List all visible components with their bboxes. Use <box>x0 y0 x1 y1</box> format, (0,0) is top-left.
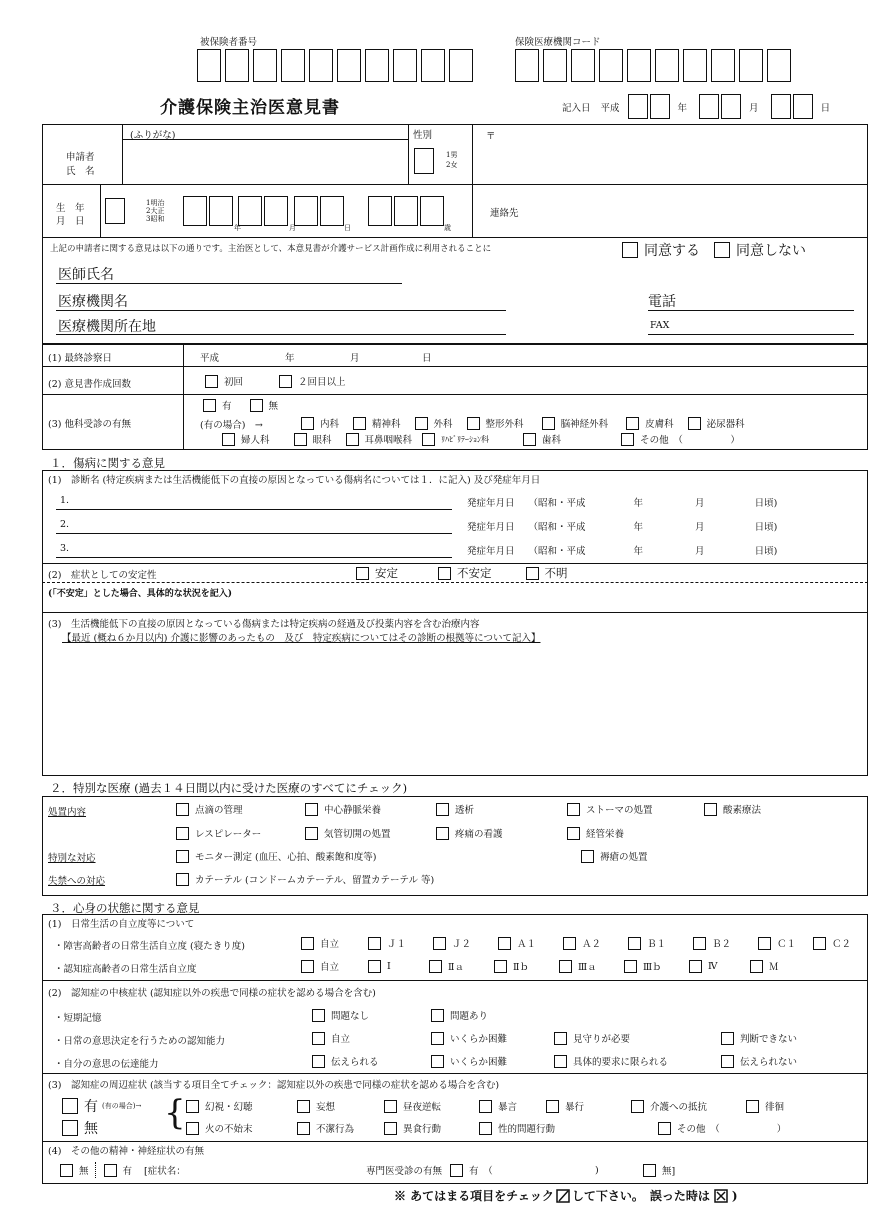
onset-month: 月 <box>695 498 705 509</box>
section-3-title: ３．心身の状態に関する意見 <box>50 901 200 915</box>
course-note: 【最近 (概ね６か月以内) 介護に影響のあったもの 及び 特定疾病についてはその診断の根拠等について記入】 <box>62 633 541 644</box>
decision-options <box>312 1031 797 1045</box>
birth-label-1: 生 年 <box>56 203 85 214</box>
bpsd-option-label: その他 （ ） <box>677 1124 787 1135</box>
bed-option-checkbox[interactable] <box>301 937 314 950</box>
onset-era: （昭和・平成 <box>528 498 586 509</box>
onset-month: 月 <box>695 546 705 557</box>
sec2-row-4 <box>176 872 434 886</box>
bpsd-option-label: 幻視・幻聴 <box>205 1102 253 1113</box>
age-boxes[interactable] <box>368 196 444 226</box>
dept-dental: 歯科 <box>542 435 562 446</box>
dem-option-label: Ⅲｂ <box>643 962 662 973</box>
consent-options <box>622 240 806 260</box>
unstable-note: (「不安定」とした場合、具体的な状況を記入) <box>48 589 233 599</box>
bpsd-no-label: 無 <box>84 1121 98 1137</box>
tel-label: 電話 <box>648 294 676 310</box>
monitor-checkbox[interactable] <box>176 850 189 863</box>
stoma-label: ストーマの処置 <box>586 805 653 816</box>
memory-options <box>312 1008 488 1022</box>
contact-label: 連絡先 <box>490 208 519 219</box>
entry-year-label: 年 <box>677 102 688 114</box>
dept-eye-checkbox[interactable] <box>294 433 307 446</box>
other-dept-label: (3) 他科受診の有無 <box>48 419 131 430</box>
dem-option-checkbox[interactable] <box>559 960 572 973</box>
entry-month-boxes[interactable] <box>699 94 741 119</box>
other-dept-yes-label: 有 <box>222 401 232 412</box>
dept-psych: 精神科 <box>372 419 401 430</box>
catheter-label: カテーテル (コンドームカテーテル、留置カテーテル 等) <box>195 875 435 886</box>
insured-number-boxes[interactable] <box>197 49 473 82</box>
bed-option-label: Ａ１ <box>517 939 537 950</box>
birth-era-box[interactable] <box>105 198 125 224</box>
dept-dental-checkbox[interactable] <box>523 433 536 446</box>
bpsd-brace: { <box>164 1093 186 1133</box>
last-visit-day: 日 <box>422 353 432 364</box>
treatment-label: 処置内容 <box>48 807 87 818</box>
dept-psych-checkbox[interactable] <box>353 417 366 430</box>
decision-option-label: 見守りが必要 <box>573 1034 631 1045</box>
dept-ent-checkbox[interactable] <box>346 433 359 446</box>
sec2-row-3 <box>176 849 648 863</box>
dept-other-checkbox[interactable] <box>621 433 634 446</box>
bpsd-row-1 <box>186 1099 784 1113</box>
bpsd-option-checkbox[interactable] <box>297 1122 310 1135</box>
dem-option-checkbox[interactable] <box>750 960 763 973</box>
form-title: 介護保険主治医意見書 <box>160 98 340 118</box>
institution-code-boxes[interactable] <box>515 49 791 82</box>
bpsd-option-checkbox[interactable] <box>746 1100 759 1113</box>
oxygen-checkbox[interactable] <box>704 803 717 816</box>
communicate-options <box>312 1054 797 1068</box>
last-visit-label: (1) 最終診察日 <box>48 353 112 364</box>
dem-option-checkbox[interactable] <box>494 960 507 973</box>
birth-day-label: 日 <box>344 224 351 232</box>
bpsd-row-2 <box>186 1121 786 1135</box>
bed-option-checkbox[interactable] <box>433 937 446 950</box>
dem-option-label: Ⅰ <box>387 960 391 972</box>
count-label: (2) 意見書作成回数 <box>48 379 131 390</box>
birth-month-boxes[interactable] <box>238 196 288 226</box>
bed-option-label: 自立 <box>320 939 340 950</box>
bedridden-options <box>301 936 851 950</box>
monitor-label: モニター測定 (血圧、心拍、酸素飽和度等) <box>195 852 377 863</box>
dept-derm-checkbox[interactable] <box>626 417 639 430</box>
bpsd-option-checkbox[interactable] <box>384 1122 397 1135</box>
comm-option-checkbox[interactable] <box>431 1055 444 1068</box>
bed-option-checkbox[interactable] <box>758 937 771 950</box>
other-symptoms-label: (4) その他の精神・神経症状の有無 <box>48 1146 204 1157</box>
mem-problem-checkbox[interactable] <box>431 1009 444 1022</box>
dialysis-checkbox[interactable] <box>436 803 449 816</box>
comm-option-label: 伝えられる <box>331 1057 379 1068</box>
dept-row-1 <box>301 416 745 430</box>
pain-care-checkbox[interactable] <box>436 827 449 840</box>
era-showa: 3昭和 <box>146 215 165 223</box>
onset-label: 発症年月日 <box>467 522 515 533</box>
other-dept-no-checkbox[interactable] <box>250 399 263 412</box>
bpsd-label: (3) 認知症の周辺症状 (該当する項目全てチェック：認知症以外の疾患で同様の症状を認める場合を含む) <box>48 1080 500 1091</box>
onset-year: 年 <box>633 498 644 509</box>
bpsd-option-checkbox[interactable] <box>546 1100 559 1113</box>
bpsd-option-checkbox[interactable] <box>479 1100 492 1113</box>
sex-male: 1男 <box>446 151 458 159</box>
last-visit-month: 月 <box>350 353 360 364</box>
ivh-checkbox[interactable] <box>305 803 318 816</box>
bpsd-option-label: 妄想 <box>316 1102 336 1113</box>
drip-checkbox[interactable] <box>176 803 189 816</box>
comm-option-checkbox[interactable] <box>554 1055 567 1068</box>
bpsd-yes <box>62 1096 141 1116</box>
ivh-label: 中心静脈栄養 <box>324 805 382 816</box>
dept-rehab-checkbox[interactable] <box>422 433 435 446</box>
if-yes-arrow: (有の場合) → <box>200 420 263 431</box>
bed-option-label: Ａ２ <box>582 939 602 950</box>
bpsd-option-label: 性的問題行動 <box>498 1124 556 1135</box>
stoma-checkbox[interactable] <box>567 803 580 816</box>
bed-option-label: Ｂ２ <box>712 939 732 950</box>
bpsd-yes-label: 有 <box>84 1099 98 1115</box>
onset-2 <box>467 519 847 533</box>
stability-options <box>356 565 568 581</box>
dept-gyn: 婦人科 <box>241 435 270 446</box>
checked-box-icon <box>556 1189 570 1203</box>
other-none-checkbox[interactable] <box>60 1164 73 1177</box>
dem-option-label: Ｍ <box>769 962 779 973</box>
birth-label-2: 月 日 <box>56 216 85 227</box>
comm-option-checkbox[interactable] <box>721 1055 734 1068</box>
dept-uro-checkbox[interactable] <box>688 417 701 430</box>
onset-1 <box>467 495 847 509</box>
mem-ok-label: 問題なし <box>331 1011 370 1022</box>
applicant-label: 申請者 <box>66 152 95 163</box>
bpsd-option-checkbox[interactable] <box>297 1100 310 1113</box>
name-label: 氏 名 <box>66 166 95 177</box>
birth-month-label: 月 <box>289 224 296 232</box>
institution-address-label: 医療機関所在地 <box>58 319 156 335</box>
onset-month: 月 <box>695 522 705 533</box>
core-symptoms-label: (2) 認知症の中核症状 (認知症以外の疾患で同様の症状を認める場合を含む) <box>48 988 376 999</box>
footer-note <box>394 1187 738 1204</box>
onset-label: 発症年月日 <box>467 546 515 557</box>
disagree-label: 同意しない <box>736 243 806 259</box>
bed-option-label: Ｃ２ <box>832 939 852 950</box>
dementia-label: ・認知症高齢者の日常生活自立度 <box>54 964 197 975</box>
insured-number-label: 被保険者番号 <box>200 37 258 48</box>
dialysis-label: 透析 <box>455 805 475 816</box>
adl-label: (1) 日常生活の自立度等について <box>48 919 195 930</box>
onset-label: 発症年月日 <box>467 498 515 509</box>
stable-checkbox[interactable] <box>356 567 369 580</box>
dept-rehab: ﾘﾊﾋﾞﾘﾃｰｼｮﾝ科 <box>441 434 490 444</box>
mem-problem-label: 問題あり <box>450 1011 489 1022</box>
unstable-label: 不安定 <box>457 566 492 580</box>
bedsore-checkbox[interactable] <box>581 850 594 863</box>
respirator-checkbox[interactable] <box>176 827 189 840</box>
age-label: 歳 <box>444 224 451 232</box>
diagnosis-label: (1) 診断名 (特定疾病または生活機能低下の直接の原因となっている傷病名については１．に記入) 及び発症年月日 <box>48 475 541 486</box>
bed-option-checkbox[interactable] <box>563 937 576 950</box>
bpsd-option-checkbox[interactable] <box>658 1122 671 1135</box>
applicant-name-field[interactable] <box>124 141 406 181</box>
comm-option-label: 伝えられない <box>740 1057 798 1068</box>
bed-option-checkbox[interactable] <box>498 937 511 950</box>
second-label: ２回目以上 <box>298 377 346 388</box>
dem-option-checkbox[interactable] <box>301 960 314 973</box>
decision-option-label: 自立 <box>331 1034 351 1045</box>
onset-era: （昭和・平成 <box>528 522 586 533</box>
pain-care-label: 疼痛の看護 <box>455 829 503 840</box>
dept-surgery-checkbox[interactable] <box>415 417 428 430</box>
doctor-name-label: 医師氏名 <box>58 267 114 283</box>
sec2-row-2 <box>176 826 624 840</box>
entry-date <box>562 94 830 119</box>
other-dept-yesno <box>203 398 278 412</box>
disagree-checkbox[interactable] <box>714 242 730 258</box>
bpsd-option-checkbox[interactable] <box>186 1100 199 1113</box>
dept-other: その他 （ ） <box>640 435 740 446</box>
bpsd-option-label: 暴言 <box>498 1102 518 1113</box>
institution-code-label: 保険医療機関コード <box>515 37 601 48</box>
stability-label: (2) 症状としての安定性 <box>48 570 157 581</box>
bed-option-label: Ｊ１ <box>387 939 407 950</box>
other-yes-checkbox[interactable] <box>104 1164 117 1177</box>
comm-option-checkbox[interactable] <box>312 1055 325 1068</box>
fax-label: FAX <box>650 320 670 331</box>
last-visit-era: 平成 <box>200 353 220 364</box>
bpsd-option-checkbox[interactable] <box>186 1122 199 1135</box>
stable-label: 安定 <box>375 566 398 580</box>
bpsd-option-label: 昼夜逆転 <box>403 1102 442 1113</box>
bed-option-label: Ｂ１ <box>647 939 667 950</box>
onset-day: 日頃) <box>754 498 778 509</box>
specialist-label: 専門医受診の有無 <box>366 1166 443 1177</box>
bed-option-checkbox[interactable] <box>628 937 641 950</box>
consent-text: 上記の申請者に関する意見は以下の通りです。主治医として、本意見書が介護サービス計画作成に利用されることに <box>50 244 492 254</box>
dept-ortho: 整形外科 <box>485 419 524 430</box>
bed-option-checkbox[interactable] <box>368 937 381 950</box>
decision-option-checkbox[interactable] <box>312 1032 325 1045</box>
dept-ortho-checkbox[interactable] <box>467 417 480 430</box>
dem-option-checkbox[interactable] <box>368 960 381 973</box>
decision-option-checkbox[interactable] <box>554 1032 567 1045</box>
comm-option-label: いくらか困難 <box>450 1057 508 1068</box>
onset-year: 年 <box>633 522 644 533</box>
other-dept-yes-checkbox[interactable] <box>203 399 216 412</box>
course-label: (3) 生活機能低下の直接の原因となっている傷病または特定疾病の経過及び投薬内容を含む治療内容 <box>48 619 480 630</box>
onset-3 <box>467 543 847 557</box>
postal-mark: 〒 <box>486 131 496 142</box>
diagnosis-3-label: 3. <box>60 543 70 554</box>
dem-option-label: Ⅳ <box>708 960 718 972</box>
dept-row-2 <box>222 432 740 446</box>
specialist-no-label: 無] <box>662 1166 676 1177</box>
bpsd-option-label: 火の不始末 <box>205 1124 253 1135</box>
specialist-yes-checkbox[interactable] <box>450 1164 463 1177</box>
symptom-name-label: [症状名： <box>144 1166 186 1177</box>
bpsd-option-checkbox[interactable] <box>631 1100 644 1113</box>
dept-eye: 眼科 <box>312 435 332 446</box>
other-symptoms-row <box>60 1162 675 1178</box>
diagnosis-2-label: 2. <box>60 519 70 530</box>
drip-label: 点滴の管理 <box>195 805 243 816</box>
bedsore-label: 褥瘡の処置 <box>600 852 648 863</box>
entry-date-era: 平成 <box>600 102 620 114</box>
bpsd-option-label: 異食行動 <box>403 1124 442 1135</box>
dem-option-label: 自立 <box>320 962 340 973</box>
onset-day: 日頃) <box>754 522 778 533</box>
count-options <box>205 374 346 388</box>
unstable-checkbox[interactable] <box>438 567 451 580</box>
entry-month-label: 月 <box>749 102 759 114</box>
other-yes-label: 有 <box>122 1166 133 1177</box>
incontinence-label: 失禁への対応 <box>48 876 106 887</box>
memory-label: ・短期記憶 <box>54 1013 102 1024</box>
bpsd-option-label: 不潔行為 <box>316 1124 355 1135</box>
dem-option-checkbox[interactable] <box>429 960 442 973</box>
oxygen-label: 酸素療法 <box>723 805 762 816</box>
birth-day-boxes[interactable] <box>294 196 344 226</box>
sex-box[interactable] <box>414 148 434 174</box>
footer-note-1: ※ あてはまる項目をチェック <box>394 1189 554 1203</box>
onset-day: 日頃) <box>754 546 778 557</box>
era-meiji: 1明治 <box>146 199 165 207</box>
section-2-title: ２．特別な医療 (過去１４日間以内に受けた医療のすべてにチェック) <box>50 781 408 795</box>
dept-internal: 内科 <box>320 419 340 430</box>
decision-option-label: 判断できない <box>740 1034 798 1045</box>
last-visit-year: 年 <box>285 353 295 364</box>
sex-female: 2女 <box>446 161 458 169</box>
dem-option-checkbox[interactable] <box>689 960 702 973</box>
dem-option-label: Ⅱｂ <box>513 962 529 973</box>
dept-gyn-checkbox[interactable] <box>222 433 235 446</box>
bpsd-option-checkbox[interactable] <box>384 1100 397 1113</box>
specialist-yes-label: 有 （ <box>469 1166 493 1177</box>
bed-option-label: Ｊ２ <box>452 939 472 950</box>
entry-year-boxes[interactable] <box>628 94 670 119</box>
sec2-row-1 <box>176 802 761 816</box>
tube-feeding-label: 経管栄養 <box>586 829 625 840</box>
bpsd-option-label: 徘徊 <box>765 1102 785 1113</box>
birth-year-boxes[interactable] <box>183 196 233 226</box>
bed-option-label: Ｃ１ <box>777 939 797 950</box>
specialist-no-checkbox[interactable] <box>643 1164 656 1177</box>
dem-option-checkbox[interactable] <box>624 960 637 973</box>
entry-day-boxes[interactable] <box>771 94 813 119</box>
era-taisho: 2大正 <box>146 207 165 215</box>
dementia-options <box>301 959 779 973</box>
respirator-label: レスピレーター <box>195 829 262 840</box>
tracheotomy-checkbox[interactable] <box>305 827 318 840</box>
dem-option-label: Ⅲａ <box>578 962 597 973</box>
agree-checkbox[interactable] <box>622 242 638 258</box>
dept-internal-checkbox[interactable] <box>301 417 314 430</box>
dept-derm: 皮膚科 <box>645 419 674 430</box>
agree-label: 同意する <box>644 243 700 259</box>
unknown-label: 不明 <box>544 566 568 580</box>
bpsd-no-checkbox[interactable] <box>62 1120 78 1136</box>
first-label: 初回 <box>224 377 244 388</box>
bpsd-option-checkbox[interactable] <box>479 1122 492 1135</box>
other-none-label: 無 <box>79 1166 89 1177</box>
dept-neuro: 脳神経外科 <box>560 419 609 430</box>
institution-name-label: 医療機関名 <box>58 294 128 310</box>
decision-option-checkbox[interactable] <box>721 1032 734 1045</box>
dept-surgery: 外科 <box>433 419 453 430</box>
dem-option-label: Ⅱａ <box>448 962 464 973</box>
bpsd-no <box>62 1118 98 1138</box>
bedridden-label: ・障害高齢者の日常生活自立度 (寝たきり度) <box>54 941 245 952</box>
decision-label: ・日常の意思決定を行うための認知能力 <box>54 1036 226 1047</box>
section-1-title: １．傷病に関する意見 <box>50 456 165 470</box>
sex-label: 性別 <box>413 130 433 141</box>
birth-year-label: 年 <box>234 224 241 232</box>
bed-option-checkbox[interactable] <box>693 937 706 950</box>
comm-option-label: 具体的要求に限られる <box>573 1057 669 1068</box>
bpsd-if-yes: (有の場合)→ <box>102 1102 142 1110</box>
mem-ok-checkbox[interactable] <box>312 1009 325 1022</box>
bed-option-checkbox[interactable] <box>813 937 826 950</box>
communicate-label: ・自分の意思の伝達能力 <box>54 1059 159 1070</box>
dept-neuro-checkbox[interactable] <box>542 417 555 430</box>
onset-year: 年 <box>633 546 644 557</box>
dept-ent: 耳鼻咽喉科 <box>364 435 413 446</box>
bpsd-option-label: 介護への抵抗 <box>650 1102 708 1113</box>
special-label: 特別な対応 <box>48 853 96 864</box>
first-checkbox[interactable] <box>205 375 218 388</box>
crossed-box-icon <box>714 1189 728 1203</box>
decision-option-label: いくらか困難 <box>450 1034 508 1045</box>
diagnosis-1-label: 1. <box>60 495 70 506</box>
second-checkbox[interactable] <box>279 375 292 388</box>
decision-option-checkbox[interactable] <box>431 1032 444 1045</box>
specialist-close: ) <box>595 1164 599 1176</box>
onset-era: （昭和・平成 <box>528 546 586 557</box>
entry-day-label: 日 <box>820 102 831 114</box>
bpsd-option-label: 暴行 <box>565 1102 585 1113</box>
tube-feeding-checkbox[interactable] <box>567 827 580 840</box>
footer-note-2: して下さい。 誤った時は <box>571 1189 710 1203</box>
tracheotomy-label: 気管切開の処置 <box>324 829 391 840</box>
bpsd-yes-checkbox[interactable] <box>62 1098 78 1114</box>
catheter-checkbox[interactable] <box>176 873 189 886</box>
entry-date-label: 記入日 <box>562 102 591 114</box>
unknown-checkbox[interactable] <box>526 567 539 580</box>
dept-uro: 泌尿器科 <box>706 419 745 430</box>
furigana-label: (ふりがな) <box>130 130 176 141</box>
footer-note-3: ) <box>731 1188 738 1203</box>
course-text-area[interactable] <box>46 646 864 772</box>
other-dept-no-label: 無 <box>268 401 279 412</box>
